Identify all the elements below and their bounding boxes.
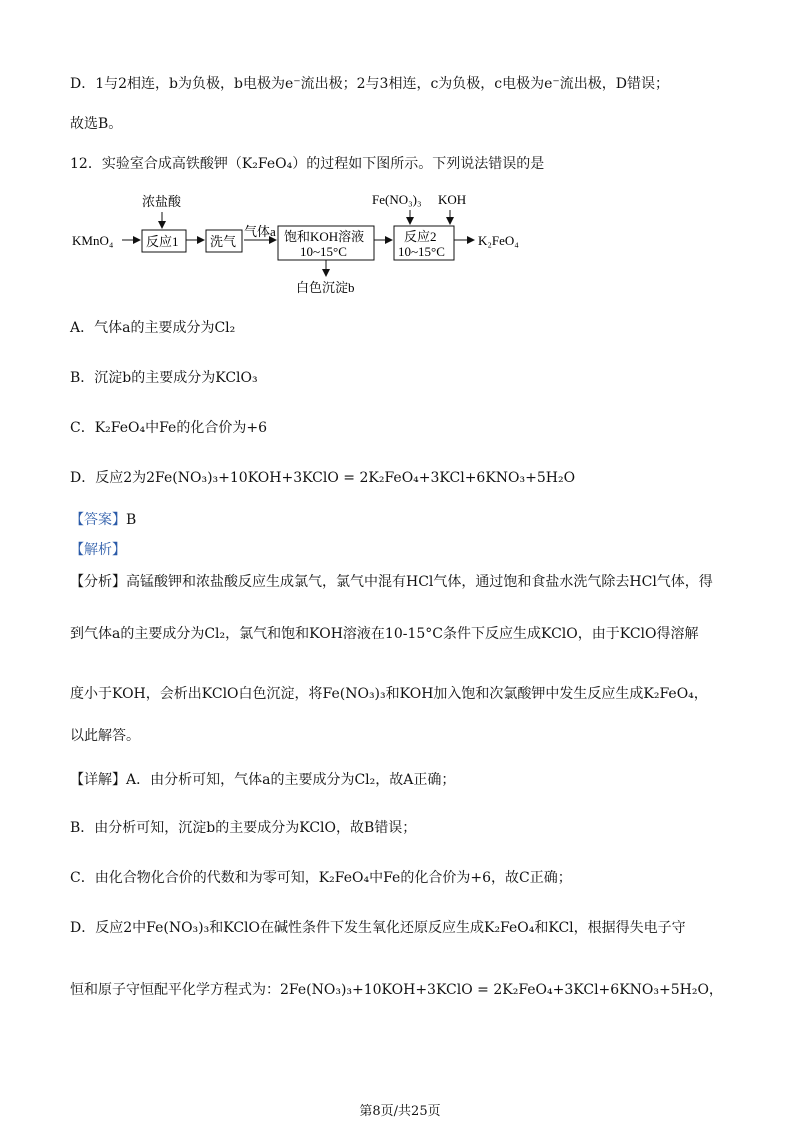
answer-value: B <box>126 512 137 528</box>
precipitate-b-label: 白色沉淀b <box>296 280 355 295</box>
box-reaction-2-line1: 反应2 <box>404 229 437 244</box>
xiangjie-text-a: A．由分析可知，气体a的主要成分为Cl₂，故A正确； <box>126 772 456 788</box>
box-reaction-2-line2: 10~15°C <box>398 244 445 259</box>
fenxi-line-4: 以此解答。 <box>70 728 140 744</box>
fenxi-line-2: 到气体a的主要成分为Cl₂，氯气和饱和KOH溶液在10-15°C条件下反应生成KClO，由于KClO得溶解 <box>70 626 699 642</box>
option-b: B．沉淀b的主要成分为KClO₃ <box>70 370 258 386</box>
page-footer: 第8页/共25页 <box>359 1104 441 1119</box>
option-d-previous: D．1与2相连，b为负极，b电极为e⁻流出极；2与3相连，c为负极，c电极为e⁻流出极，D错误； <box>70 76 670 92</box>
xiangjie-line-b: B．由分析可知，沉淀b的主要成分为KClO，故B错误； <box>70 820 417 836</box>
box-wash-label: 洗气 <box>210 234 237 249</box>
xiangjie-line-c: C．由化合物化合价的代数和为零可知，K₂FeO₄中Fe的化合价为+6，故C正确； <box>70 870 572 886</box>
reagent-fe-nitrate: Fe(NO₃)₃ <box>372 192 422 207</box>
xiangjie-line-d2: 恒和原子守恒配平化学方程式为：2Fe(NO₃)₃+10KOH+3KClO = 2K₂FeO₄+3KCl+6KNO₃+5H₂O， <box>70 982 723 998</box>
xiangjie-line-a <box>70 770 455 790</box>
conc-hcl-label: 浓盐酸 <box>142 194 182 209</box>
box-koh-line2: 10~15°C <box>300 244 347 259</box>
fenxi-text-1: 高锰酸钾和浓盐酸反应生成氯气，氯气中混有HCl气体，通过饱和食盐水洗气除去HCl气体，得 <box>126 574 713 590</box>
fenxi-tag: 【分析】 <box>70 574 126 590</box>
gas-a-label: 气体a <box>244 224 276 239</box>
question-12-stem: 12．实验室合成高铁酸钾（K₂FeO₄）的过程如下图所示。下列说法错误的是 <box>70 156 545 172</box>
synthesis-flow-diagram <box>70 188 570 298</box>
xiangjie-tag: 【详解】 <box>70 772 126 788</box>
option-c: C．K₂FeO₄中Fe的化合价为+6 <box>70 420 267 436</box>
product-label: K₂FeO₄ <box>478 233 519 248</box>
fenxi-line-1 <box>70 572 713 592</box>
reagent-koh: KOH <box>438 192 467 207</box>
option-a: A．气体a的主要成分为Cl₂ <box>70 320 236 336</box>
conclusion-line: 故选B。 <box>70 116 123 132</box>
fenxi-line-3: 度小于KOH，会析出KClO白色沉淀，将Fe(NO₃)₃和KOH加入饱和次氯酸钾中发生反应生成K₂FeO₄， <box>70 686 708 702</box>
answer-tag: 【答案】 <box>70 512 126 528</box>
analysis-tag: 【解析】 <box>70 542 126 558</box>
start-reagent: KMnO₄ <box>72 233 114 248</box>
box-koh-line1: 饱和KOH溶液 <box>284 229 365 244</box>
xiangjie-line-d1: D．反应2中Fe(NO₃)₃和KClO在碱性条件下发生氧化还原反应生成K₂FeO₄和KCl，根据得失电子守 <box>70 920 686 936</box>
answer-line <box>70 510 136 530</box>
box-reaction-1-label: 反应1 <box>146 234 179 249</box>
option-d: D．反应2为2Fe(NO₃)₃+10KOH+3KClO = 2K₂FeO₄+3KCl+6KNO₃+5H₂O <box>70 470 576 486</box>
